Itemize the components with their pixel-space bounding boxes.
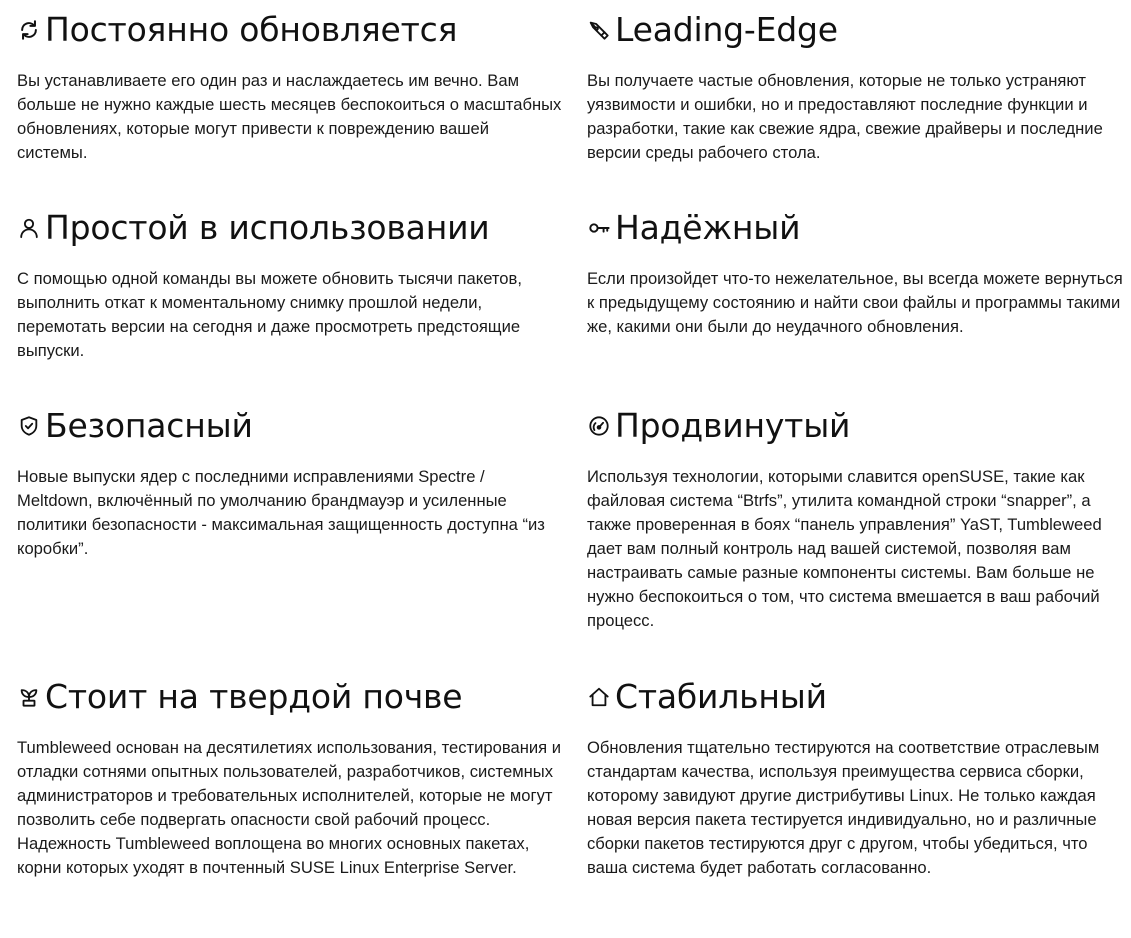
feature-heading: Стабильный: [615, 677, 827, 716]
feature-title: [587, 404, 1131, 448]
feature-reliable: [587, 206, 1131, 339]
feature-heading: Простой в использовании: [45, 208, 490, 247]
feature-advanced: [587, 404, 1131, 633]
feature-description: Новые выпуски ядер с последними исправлениями Spectre / Meltdown, включённый по умолчанию брандмауэр и усиленные политики безопасности - максимальная защищенность доступна “из коробки”.: [17, 467, 545, 558]
feature-title: [17, 206, 562, 250]
feature-description: Используя технологии, которыми славится openSUSE, такие как файловая система “Btrfs”, утилита командной строки “snapper”, а также проверенная в боях “панель управления” YaST, Tumbleweed дает вам полный контроль над вашей системой, позволяя вам настраивать самые разные компоненты системы. Вам больше не нужно беспокоиться о том, что система вмешается в ваш рабочий процесс.: [587, 467, 1102, 630]
home-icon: [587, 685, 611, 709]
feature-heading: Leading-Edge: [615, 10, 838, 49]
feature-title: [17, 404, 562, 448]
feature-title: [587, 8, 1131, 52]
feature-heading: Стоит на твердой почве: [45, 677, 463, 716]
shield-check-icon: [17, 414, 41, 438]
feature-title: [587, 675, 1131, 719]
feature-easy-to-use: [17, 206, 562, 363]
feature-heading: Продвинутый: [615, 406, 851, 445]
pen-nib-icon: [587, 18, 611, 42]
feature-heading: Безопасный: [45, 406, 253, 445]
gauge-icon: [587, 414, 611, 438]
feature-secure: [17, 404, 562, 561]
seedling-icon: [17, 685, 41, 709]
feature-title: [17, 8, 562, 52]
feature-description: Tumbleweed основан на десятилетиях использования, тестирования и отладки сотнями опытных пользователей, разработчиков, системных администраторов и требовательных исполнителей, которые не могут позволить себе подвергать опасности свой рабочий процесс. Надежность Tumbleweed воплощена во многих основных пакетах, корни которых уходят в почтенный SUSE Linux Enterprise Server.: [17, 738, 562, 877]
feature-title: [587, 206, 1131, 250]
feature-description: Вы устанавливаете его один раз и наслаждаетесь им вечно. Вам больше не нужно каждые шесть месяцев беспокоиться о масштабных обновлениях, которые могут привести к повреждению вашей системы.: [17, 71, 562, 162]
user-icon: [17, 216, 41, 240]
feature-description: Вы получаете частые обновления, которые не только устраняют уязвимости и ошибки, но и предоставляют последние функции и разработки, такие как свежие ядра, свежие драйверы и последние версии среды рабочего стола.: [587, 71, 1103, 162]
feature-description: Обновления тщательно тестируются на соответствие отраслевым стандартам качества, используя преимущества сервиса сборки, которому завидуют другие дистрибутивы Linux. Не только каждая новая версия пакета тестируется индивидуально, но и различные сборки пакетов тестируются друг с другом, чтобы убедиться, что ваша система будет работать согласованно.: [587, 738, 1100, 877]
feature-description: Если произойдет что-то нежелательное, вы всегда можете вернуться к предыдущему состоянию и найти свои файлы и программы такими же, какими они были до неудачного обновления.: [587, 269, 1123, 336]
feature-heading: Постоянно обновляется: [45, 10, 458, 49]
key-icon: [587, 216, 611, 240]
feature-stable: [587, 675, 1131, 880]
feature-heading: Надёжный: [615, 208, 801, 247]
feature-description: С помощью одной команды вы можете обновить тысячи пакетов, выполнить откат к моментальному снимку прошлой недели, перемотать версии на сегодня и даже просмотреть предстоящие выпуски.: [17, 269, 522, 360]
refresh-icon: [17, 18, 41, 42]
feature-solid-ground: [17, 675, 562, 880]
feature-title: [17, 675, 562, 719]
feature-constantly-updated: [17, 8, 562, 165]
feature-leading-edge: [587, 8, 1131, 165]
